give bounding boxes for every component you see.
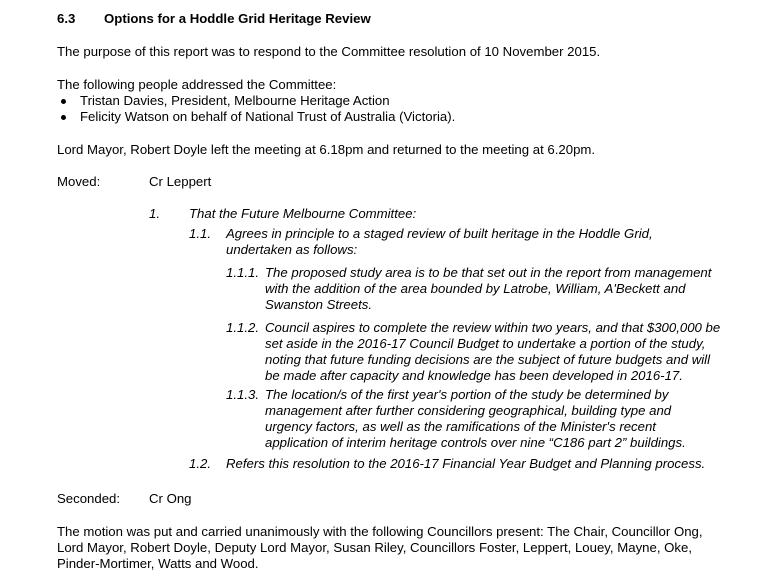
subitem-text: [265, 265, 711, 313]
subitem-number: 1.1.3.: [226, 387, 259, 402]
subitem-line: management after further considering geographical, building type and: [265, 403, 672, 418]
item-text: [226, 226, 653, 258]
section-number: 6.3: [57, 11, 76, 26]
subitem-number: 1.1.2.: [226, 320, 259, 335]
item-line: undertaken as follows:: [226, 242, 358, 257]
bullet-icon: [61, 115, 66, 120]
outcome-line: The motion was put and carried unanimously with the following Councillors present: The Chair, Councillor Ong,: [57, 524, 703, 539]
moved-label: Moved:: [57, 174, 101, 189]
purpose-text: The purpose of this report was to respond to the Committee resolution of 10 November 2015.: [57, 44, 601, 59]
addressed-item: Felicity Watson on behalf of National Trust of Australia (Victoria).: [80, 109, 456, 124]
subitem-line: with the addition of the area bounded by Latrobe, William, A'Beckett and: [265, 281, 686, 296]
subitem-line: set aside in the 2016-17 Council Budget to undertake a portion of the study,: [265, 336, 706, 351]
subitem-line: Swanston Streets.: [265, 297, 373, 312]
seconded-value: Cr Ong: [149, 491, 192, 506]
lord-mayor-note: Lord Mayor, Robert Doyle left the meeting at 6.18pm and returned to the meeting at 6.20pm.: [57, 142, 596, 157]
subitem-line: The location/s of the first year's portion of the study be determined by: [265, 387, 669, 402]
motion-text: That the Future Melbourne Committee:: [189, 206, 417, 221]
outcome-text: [57, 524, 703, 572]
bullet-icon: [61, 99, 66, 104]
item-text: Refers this resolution to the 2016-17 Financial Year Budget and Planning process.: [226, 456, 706, 471]
item-number: 1.2.: [189, 456, 211, 471]
addressed-intro: The following people addressed the Committee:: [57, 77, 337, 92]
seconded-label: Seconded:: [57, 491, 121, 506]
subitem-line: noting that future funding decisions are the subject of future budgets and will: [265, 352, 711, 367]
subitem-line: urgency factors, as well as the ramifications of the Minister's recent: [265, 419, 656, 434]
outcome-line: Lord Mayor, Robert Doyle, Deputy Lord Mayor, Susan Riley, Councillors Foster, Leppert, Louey, Mayne, Oke,: [57, 540, 693, 555]
outcome-line: Pinder-Mortimer, Watts and Wood.: [57, 556, 259, 571]
subitem-line: application of interim heritage controls over nine “C186 part 2” buildings.: [265, 435, 686, 450]
motion-number: 1.: [149, 206, 160, 221]
moved-value: Cr Leppert: [149, 174, 212, 189]
subitem-text: [265, 320, 720, 384]
item-number: 1.1.: [189, 226, 211, 241]
subitem-line: The proposed study area is to be that set out in the report from management: [265, 265, 712, 280]
subitem-number: 1.1.1.: [226, 265, 259, 280]
subitem-line: Council aspires to complete the review within two years, and that $300,000 be: [265, 320, 721, 335]
item-line: Agrees in principle to a staged review of built heritage in the Hoddle Grid,: [226, 226, 653, 241]
section-title: Options for a Hoddle Grid Heritage Review: [104, 11, 371, 26]
subitem-text: [265, 387, 686, 451]
addressed-item: Tristan Davies, President, Melbourne Heritage Action: [80, 93, 390, 108]
subitem-line: be made after capacity and knowledge has been developed in 2016-17.: [265, 368, 683, 383]
